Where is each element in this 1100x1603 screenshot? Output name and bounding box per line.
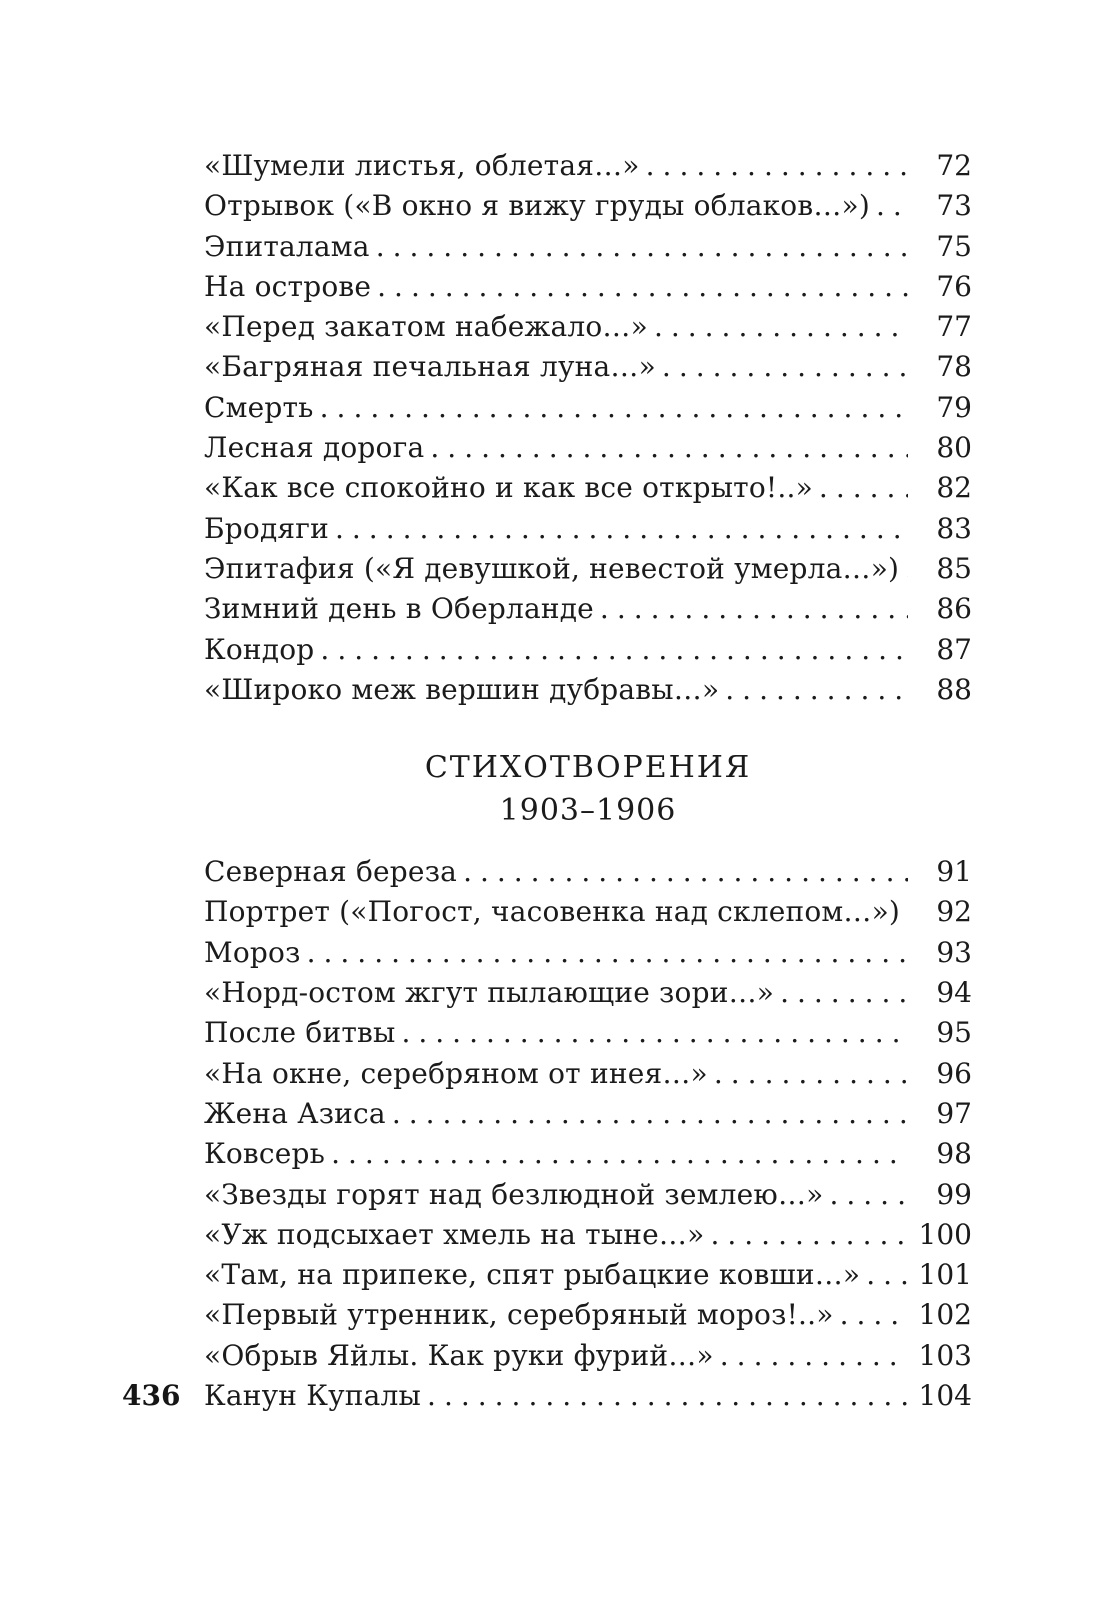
- toc-entry: [204, 146, 972, 186]
- toc-entry-title: Смерть: [204, 390, 314, 424]
- toc-entry: [204, 1134, 972, 1174]
- toc-entry-title: «Там, на припеке, спят рыбацкие ковши…»: [204, 1258, 861, 1292]
- toc-entry: [204, 186, 972, 226]
- dot-leader: [430, 428, 908, 468]
- dot-leader: [376, 227, 908, 267]
- toc-entry-title: «Перед закатом набежало…»: [204, 310, 648, 344]
- toc-entry: [204, 227, 972, 267]
- toc-entry-page: 91: [936, 855, 972, 889]
- table-of-contents: [204, 0, 972, 1416]
- dot-leader: [780, 973, 908, 1013]
- toc-entry-page: 98: [936, 1137, 972, 1171]
- toc-entry: [204, 1013, 972, 1053]
- toc-entry-title: Ковсерь: [204, 1137, 326, 1171]
- toc-entry: [204, 267, 972, 307]
- dot-leader: [840, 1295, 908, 1335]
- dot-leader: [320, 630, 908, 670]
- toc-entry: [204, 347, 972, 387]
- toc-entry: [204, 1215, 972, 1255]
- toc-entry-page: 75: [936, 229, 972, 263]
- toc-entry-title: Северная береза: [204, 855, 458, 889]
- toc-entry-page: 96: [936, 1056, 972, 1090]
- section-heading-title: СТИХОТВОРЕНИЯ: [424, 750, 752, 786]
- dot-leader: [377, 267, 908, 307]
- dot-leader: [725, 670, 908, 710]
- toc-entry-title: Канун Купалы: [204, 1379, 422, 1413]
- dot-leader: [392, 1094, 908, 1134]
- dot-leader: [335, 509, 908, 549]
- toc-entry-title: «Первый утренник, серебряный мороз!..»: [204, 1298, 834, 1332]
- toc-entry: [204, 1255, 972, 1295]
- toc-entry-title: Кондор: [204, 632, 315, 666]
- toc-entry: [204, 388, 972, 428]
- folio-page-number: 436: [122, 1379, 181, 1412]
- dot-leader: [876, 186, 908, 226]
- toc-entry-page: 94: [936, 976, 972, 1010]
- dot-leader: [710, 1215, 908, 1255]
- dot-leader: [331, 1134, 908, 1174]
- dot-leader: [819, 468, 908, 508]
- dot-leader: [307, 933, 908, 973]
- toc-entry-page: 80: [936, 431, 972, 465]
- toc-entry: [204, 509, 972, 549]
- toc-entry-title: На острове: [204, 269, 372, 303]
- dot-leader: [720, 1336, 908, 1376]
- toc-entry-page: 73: [936, 189, 972, 223]
- toc-entry-page: 92: [936, 895, 972, 929]
- toc-entry: [204, 1336, 972, 1376]
- toc-entry: [204, 973, 972, 1013]
- toc-entry-title: Отрывок («В окно я вижу груды облаков…»): [204, 189, 870, 223]
- toc-entry-title: «Как все спокойно и как все открыто!..»: [204, 471, 813, 505]
- toc-entry-page: 87: [936, 632, 972, 666]
- toc-entry-title: Эпитафия («Я девушкой, невестой умерла…»): [204, 551, 900, 585]
- toc-entry-title: Мороз: [204, 935, 301, 969]
- toc-entry-title: «Уж подсыхает хмель на тыне…»: [204, 1217, 705, 1251]
- toc-entry-page: 101: [918, 1258, 972, 1292]
- toc-entry-page: 97: [936, 1096, 972, 1130]
- toc-entry-page: 78: [936, 350, 972, 384]
- toc-entry-page: 99: [936, 1177, 972, 1211]
- dot-leader: [646, 146, 908, 186]
- toc-entry: [204, 892, 972, 932]
- toc-entry-page: 93: [936, 935, 972, 969]
- toc-entry-page: 85: [936, 551, 972, 585]
- dot-leader: [600, 589, 908, 629]
- toc-entry-page: 102: [918, 1298, 972, 1332]
- dot-leader: [654, 307, 908, 347]
- toc-entry-page: 95: [936, 1016, 972, 1050]
- toc-entry-title: Эпиталама: [204, 229, 370, 263]
- toc-entry-title: Жена Азиса: [204, 1096, 386, 1130]
- toc-entry: [204, 549, 972, 589]
- dot-leader: [463, 852, 908, 892]
- toc-entry-title: «Норд-остом жгут пылающие зори…»: [204, 976, 775, 1010]
- toc-entry-page: 76: [936, 269, 972, 303]
- toc-entry: [204, 1054, 972, 1094]
- toc-entry-page: 79: [936, 390, 972, 424]
- toc-entry-title: После битвы: [204, 1016, 396, 1050]
- dot-leader: [320, 388, 908, 428]
- dot-leader: [401, 1013, 908, 1053]
- toc-entry-page: 88: [936, 672, 972, 706]
- dot-leader: [866, 1255, 908, 1295]
- toc-entry-page: 72: [936, 149, 972, 182]
- toc-entry-title: Лесная дорога: [204, 431, 425, 465]
- toc-entry: [204, 1175, 972, 1215]
- toc-block-after-heading: [204, 852, 972, 1416]
- toc-entry-title: Бродяги: [204, 511, 329, 545]
- toc-entry-page: 86: [936, 592, 972, 626]
- toc-entry: [204, 933, 972, 973]
- toc-entry-title: «На окне, серебряном от инея…»: [204, 1056, 708, 1090]
- toc-entry-title: «Багряная печальная луна…»: [204, 350, 656, 384]
- toc-entry: [204, 589, 972, 629]
- toc-entry-page: 103: [918, 1338, 972, 1372]
- toc-entry-page: 77: [936, 310, 972, 344]
- toc-entry: [204, 852, 972, 892]
- toc-entry-title: «Шумели листья, облетая…»: [204, 149, 640, 182]
- toc-entry-title: «Обрыв Яйлы. Как руки фурий…»: [204, 1338, 714, 1372]
- toc-entry-page: 83: [936, 511, 972, 545]
- dot-leader: [427, 1376, 908, 1416]
- toc-entry-title: Зимний день в Оберланде: [204, 592, 594, 626]
- toc-entry: [204, 630, 972, 670]
- toc-entry-page: 100: [918, 1217, 972, 1251]
- toc-entry: [204, 1376, 972, 1416]
- toc-entry: [204, 468, 972, 508]
- toc-entry-title: «Широко меж вершин дубравы…»: [204, 672, 720, 706]
- toc-entry: [204, 1094, 972, 1134]
- toc-entry: [204, 428, 972, 468]
- toc-block-before-heading: [204, 0, 972, 710]
- toc-entry-title: «Звезды горят над безлюдной землею…»: [204, 1177, 824, 1211]
- section-heading: [204, 746, 972, 832]
- toc-entry-page: 104: [918, 1379, 972, 1413]
- toc-entry: [204, 1295, 972, 1335]
- dot-leader: [662, 347, 908, 387]
- toc-entry: [204, 670, 972, 710]
- toc-entry-page: 82: [936, 471, 972, 505]
- toc-entry-title: Портрет («Погост, часовенка над склепом…»): [204, 895, 901, 929]
- dot-leader: [829, 1175, 908, 1215]
- dot-leader: [714, 1054, 908, 1094]
- toc-entry: [204, 307, 972, 347]
- section-heading-years: 1903–1906: [499, 793, 677, 829]
